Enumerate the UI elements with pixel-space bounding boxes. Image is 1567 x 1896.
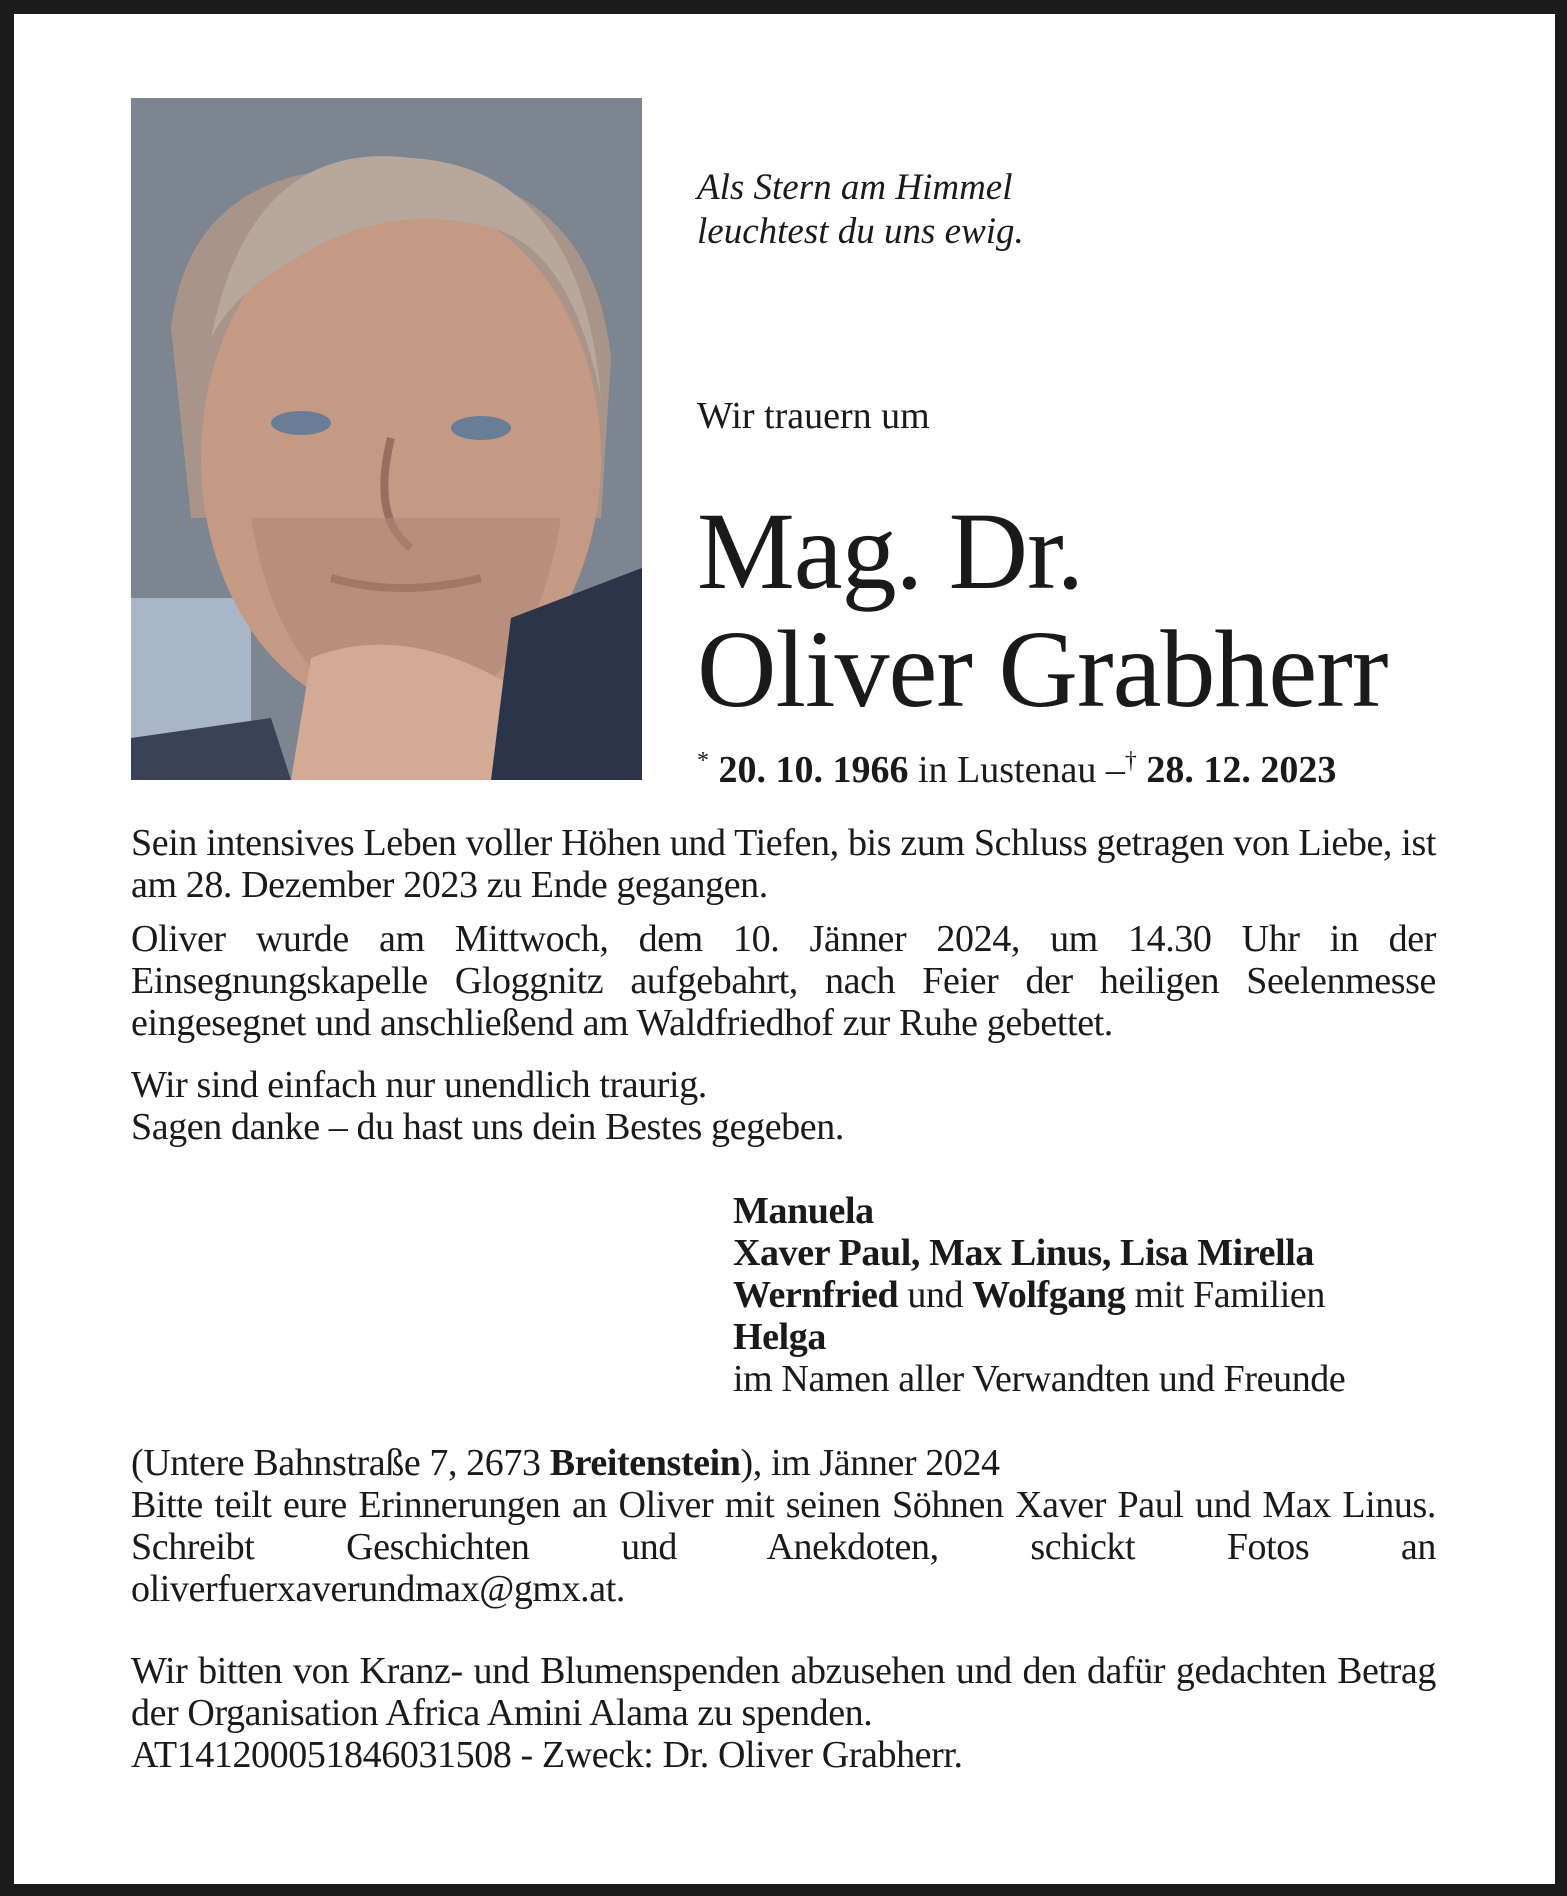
signer: Xaver Paul, Max Linus, Lisa Mirella <box>733 1232 1314 1274</box>
memorial-quote <box>697 166 1024 254</box>
life-dates <box>697 748 1336 792</box>
paragraph: Oliver wurde am Mittwoch, dem 10. Jänner 2024, um 14.30 Uhr in der Einsegnungskapelle Gloggnitz aufgebahrt, nach Feier der heiligen Seelenmesse eingesegnet und anschließend am Waldfriedhof zur Ruhe gebettet. <box>131 918 1436 1044</box>
signer: Wernfried <box>733 1274 899 1316</box>
donation-iban: AT141200051846031508 - Zweck: Dr. Oliver Grabherr. <box>131 1734 963 1776</box>
name-title: Mag. Dr. <box>697 490 1084 612</box>
quote-line: leuchtest du uns ewig. <box>697 211 1024 252</box>
signer: Wolfgang <box>972 1274 1126 1316</box>
donation-text: Wir bitten von Kranz- und Blumenspenden abzusehen und den dafür gedachten Betrag der Organisation Africa Amini Alama zu spenden. <box>131 1650 1436 1734</box>
conjunction: und <box>907 1274 964 1316</box>
donation-request <box>131 1650 1436 1776</box>
signer-note: im Namen aller Verwandten und Freunde <box>733 1358 1346 1400</box>
paragraph: Sagen danke – du hast uns dein Bestes gegeben. <box>131 1106 844 1148</box>
deceased-name <box>697 492 1388 728</box>
memories-request: Bitte teilt eure Erinnerungen an Oliver mit seinen Söhnen Xaver Paul und Max Linus. Schreibt Geschichten und Anekdoten, schickt Fotos an oliverfuerxaverundmax@gmx.at. <box>131 1484 1436 1610</box>
signer: Manuela <box>733 1190 874 1232</box>
address-town: Breitenstein <box>549 1442 741 1484</box>
obituary-body <box>131 822 1436 1776</box>
address-line <box>131 1442 1436 1484</box>
address-date: ), im Jänner 2024 <box>740 1442 1000 1484</box>
mourning-intro: Wir trauern um <box>697 395 930 437</box>
death-date: 28. 12. 2023 <box>1146 749 1337 791</box>
signatures <box>733 1190 1436 1400</box>
signer-note: mit Familien <box>1134 1274 1325 1316</box>
birth-symbol: * <box>697 748 709 774</box>
signer: Helga <box>733 1316 826 1358</box>
quote-line: Als Stern am Himmel <box>697 167 1013 208</box>
birth-place: in Lustenau – <box>918 749 1125 791</box>
portrait-photo <box>131 98 642 780</box>
paragraph: Sein intensives Leben voller Höhen und Tiefen, bis zum Schluss getragen von Liebe, ist am 28. Dezember 2023 zu Ende gegangen. <box>131 822 1436 906</box>
address-street: (Untere Bahnstraße 7, 2673 <box>131 1442 541 1484</box>
death-symbol: † <box>1124 748 1137 774</box>
name-full: Oliver Grabherr <box>697 608 1388 730</box>
birth-date: 20. 10. 1966 <box>718 749 909 791</box>
paragraph: Wir sind einfach nur unendlich traurig. <box>131 1064 707 1106</box>
